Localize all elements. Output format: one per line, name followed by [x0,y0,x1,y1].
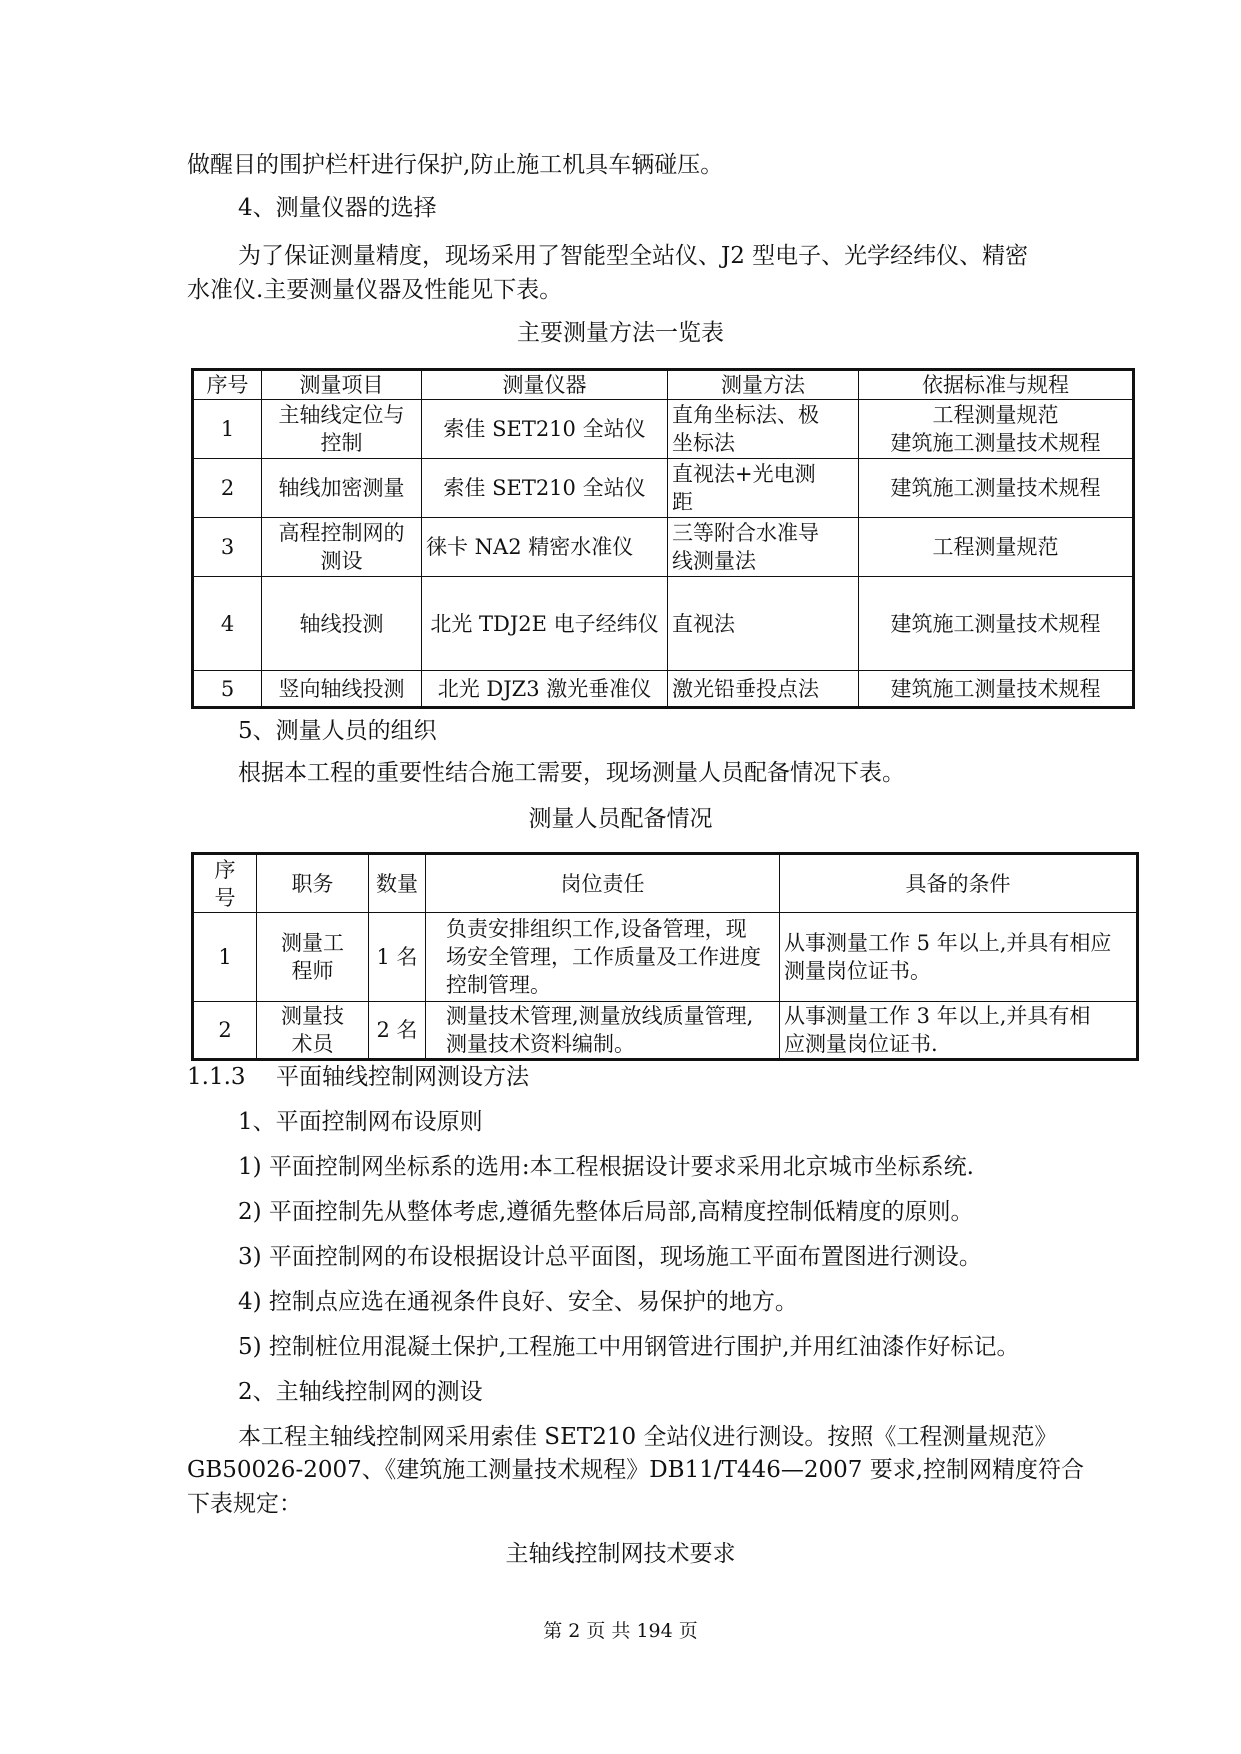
subsection-number: 1.1.3 [187,1064,246,1090]
table-cell: 高程控制网的 测设 [262,518,422,577]
paragraph-line: 下表规定： [187,1491,302,1517]
table-cell: 直视法 [668,577,859,671]
table-cell: 主轴线定位与 控制 [262,400,422,459]
table-title: 主要测量方法一览表 [517,320,724,346]
header-cell: 依据标准与规程 [859,370,1134,400]
header-cell: 具备的条件 [780,854,1138,913]
table-title: 测量人员配备情况 [528,806,713,832]
table-cell: 北光 DJZ3 激光垂准仪 [422,671,668,708]
table-row [193,400,1134,459]
table-cell: 三等附合水准导 线测量法 [668,518,859,577]
table-cell: 徕卡 NA2 精密水准仪 [422,518,668,577]
paragraph-line: 为了保证测量精度，现场采用了智能型全站仪、J2 型电子、光学经纬仪、精密 [238,243,1029,269]
paragraph-line: GB50026-2007、《建筑施工测量技术规程》DB11/T446—2007 要求,控制网精度符合 [187,1457,1084,1483]
header-cell: 测量项目 [262,370,422,400]
table-row [193,1002,1138,1060]
header-cell: 数量 [369,854,426,913]
table-cell: 2 [193,459,262,518]
table-cell: 竖向轴线投测 [262,671,422,708]
table-cell: 1 [193,400,262,459]
table-header-row [193,854,1138,913]
section-heading: 5、测量人员的组织 [238,718,437,744]
header-cell: 职务 [257,854,369,913]
header-cell: 岗位责任 [426,854,780,913]
section-heading: 4、测量仪器的选择 [238,195,437,221]
table-row [193,913,1138,1002]
table-cell: 4 [193,577,262,671]
header-cell: 测量方法 [668,370,859,400]
table-cell: 工程测量规范 建筑施工测量技术规程 [859,400,1134,459]
table-cell: 从事测量工作 5 年以上,并具有相应 测量岗位证书。 [780,913,1138,1002]
table-cell: 负责安排组织工作,设备管理，现 场安全管理，工作质量及工作进度 控制管理。 [426,913,780,1002]
table-cell: 直视法+光电测 距 [668,459,859,518]
table-header-row [193,370,1134,400]
table-cell: 建筑施工测量技术规程 [859,577,1134,671]
list-item: 4) 控制点应选在通视条件良好、安全、易保护的地方。 [238,1289,798,1315]
table-cell: 从事测量工作 3 年以上,并具有相 应测量岗位证书. [780,1002,1138,1060]
table-cell: 测量工 程师 [257,913,369,1002]
page-footer: 第 2 页 共 194 页 [543,1620,698,1642]
table-cell: 直角坐标法、极 坐标法 [668,400,859,459]
header-cell: 序 号 [193,854,257,913]
table-row [193,577,1134,671]
paragraph-line: 根据本工程的重要性结合施工需要，现场测量人员配备情况下表。 [238,760,905,786]
header-cell: 测量仪器 [422,370,668,400]
list-item: 3) 平面控制网的布设根据设计总平面图，现场施工平面布置图进行测设。 [238,1244,982,1270]
table-cell: 建筑施工测量技术规程 [859,459,1134,518]
table-cell: 1 名 [369,913,426,1002]
table-cell: 1 [193,913,257,1002]
paragraph-line: 做醒目的围护栏杆进行保护,防止施工机具车辆碰压。 [187,152,724,178]
paragraph-line: 水准仪.主要测量仪器及性能见下表。 [187,277,563,303]
table-row [193,518,1134,577]
table-cell: 轴线加密测量 [262,459,422,518]
measurement-methods-table [191,368,1135,709]
table-title: 主轴线控制网技术要求 [505,1541,736,1567]
table-cell: 测量技术管理,测量放线质量管理, 测量技术资料编制。 [426,1002,780,1060]
table-cell: 索佳 SET210 全站仪 [422,400,668,459]
table-cell: 轴线投测 [262,577,422,671]
table-cell: 测量技 术员 [257,1002,369,1060]
table-cell: 工程测量规范 [859,518,1134,577]
table-cell: 激光铅垂投点法 [668,671,859,708]
table-cell: 索佳 SET210 全站仪 [422,459,668,518]
table-row [193,459,1134,518]
table-cell: 2 名 [369,1002,426,1060]
table-cell: 北光 TDJ2E 电子经纬仪 [422,577,668,671]
table-row [193,671,1134,708]
table-cell: 2 [193,1002,257,1060]
table-cell: 3 [193,518,262,577]
list-item: 5) 控制桩位用混凝土保护,工程施工中用钢管进行围护,并用红油漆作好标记。 [238,1334,1020,1360]
section-heading: 2、主轴线控制网的测设 [238,1379,483,1405]
list-item: 1) 平面控制网坐标系的选用:本工程根据设计要求采用北京城市坐标系统. [238,1154,974,1180]
paragraph-line: 本工程主轴线控制网采用索佳 SET210 全站仪进行测设。按照《工程测量规范》 [238,1424,1058,1450]
table-cell: 建筑施工测量技术规程 [859,671,1134,708]
header-cell: 序号 [193,370,262,400]
staffing-table [191,852,1139,1061]
table-cell: 5 [193,671,262,708]
list-item: 2) 平面控制先从整体考虑,遵循先整体后局部,高精度控制低精度的原则。 [238,1199,974,1225]
subsection-heading: 平面轴线控制网测设方法 [276,1064,529,1090]
section-heading: 1、平面控制网布设原则 [238,1109,483,1135]
